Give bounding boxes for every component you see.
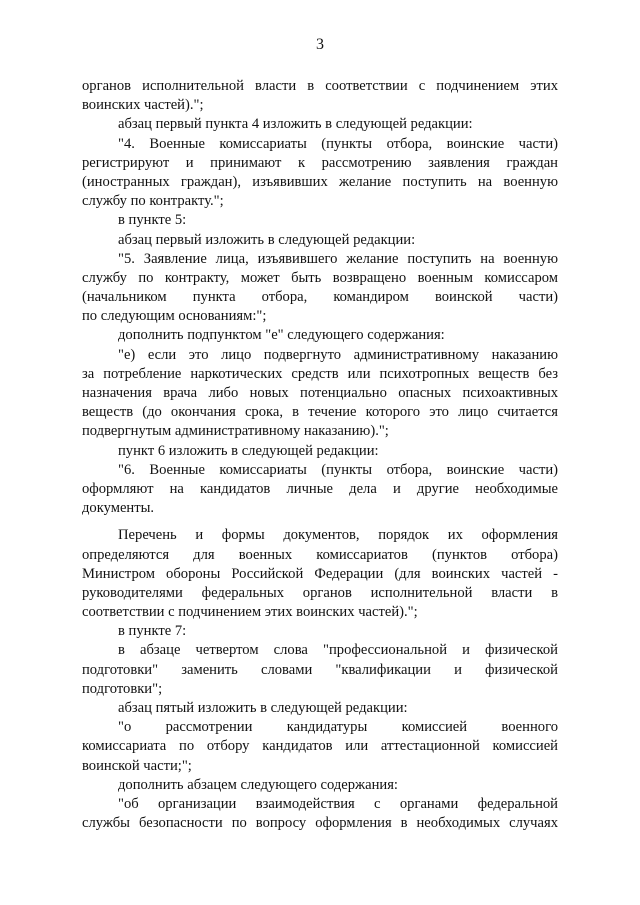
text-line: "4. Военные комиссариаты (пункты отбора, воинские части) — [118, 135, 558, 152]
text-line: воинских частей)."; — [82, 97, 204, 114]
text-line: дополнить подпунктом "е" следующего содержания: — [118, 327, 445, 344]
text-line: "6. Военные комиссариаты (пункты отбора, воинские части) — [118, 461, 558, 478]
text-line: абзац первый пункта 4 изложить в следующей редакции: — [118, 116, 473, 133]
paragraph-gap — [82, 518, 558, 526]
text-line: по следующим основаниям:"; — [82, 308, 267, 325]
text-line: "е) если это лицо подвергнуто административному наказанию — [118, 346, 558, 363]
text-line: подготовки"; — [82, 680, 163, 697]
text-line: органов исполнительной власти в соответствии с подчинением этих — [82, 78, 558, 94]
text-line: определяются для военных комиссариатов (пунктов отбора) — [82, 546, 558, 563]
text-line: руководителями федеральных органов исполнительной власти в — [82, 584, 558, 601]
text-line: (иностранных граждан), изъявивших желание поступить на военную — [82, 173, 558, 190]
text-line: подвергнутым административному наказанию)."; — [82, 423, 389, 440]
text-line: дополнить абзацем следующего содержания: — [118, 776, 398, 793]
text-line: за потребление наркотических средств или психотропных веществ без — [82, 365, 558, 382]
text-line: воинской части;"; — [82, 757, 192, 774]
text-line: "5. Заявление лица, изъявившего желание поступить на военную — [118, 250, 558, 267]
text-line: "об организации взаимодействия с органами федеральной — [118, 795, 558, 812]
text-line: службу по контракту, может быть возвращено военным комиссаром — [82, 269, 558, 286]
text-line: пункт 6 изложить в следующей редакции: — [118, 442, 379, 459]
text-line: абзац первый изложить в следующей редакции: — [118, 231, 416, 248]
text-line: комиссариата по отбору кандидатов или аттестационной комиссией — [82, 738, 558, 755]
text-line: регистрируют и принимают к рассмотрению заявления граждан — [82, 154, 558, 171]
text-line: "о рассмотрении кандидатуры комиссией военного — [118, 719, 558, 736]
text-line: веществ (до окончания срока, в течение которого это лицо считается — [82, 404, 558, 421]
text-line: Министром обороны Российской Федерации (для воинских частей - — [82, 565, 558, 582]
text-line: службу по контракту."; — [82, 193, 224, 210]
text-line: подготовки" заменить словами "квалификации и физической — [82, 661, 558, 678]
text-line: (начальником пункта отбора, командиром воинской части) — [82, 289, 558, 306]
text-line: в абзаце четвертом слова "профессиональной и физической — [118, 642, 558, 659]
text-line: оформляют на кандидатов личные дела и другие необходимые — [82, 480, 558, 497]
text-line: абзац пятый изложить в следующей редакции: — [118, 700, 408, 716]
text-line: в пункте 5: — [118, 212, 187, 229]
text-line: в пункте 7: — [118, 623, 187, 640]
document-body — [82, 77, 558, 833]
text-line: службы безопасности по вопросу оформления в необходимых случаях — [82, 815, 558, 832]
page-number: 3 — [316, 36, 324, 53]
text-line: соответствии с подчинением этих воинских частей)."; — [82, 604, 418, 621]
text-line: назначения врача либо новых потенциально опасных психоактивных — [82, 385, 558, 401]
text-line: документы. — [82, 500, 155, 517]
text-line: Перечень и формы документов, порядок их оформления — [118, 527, 558, 544]
